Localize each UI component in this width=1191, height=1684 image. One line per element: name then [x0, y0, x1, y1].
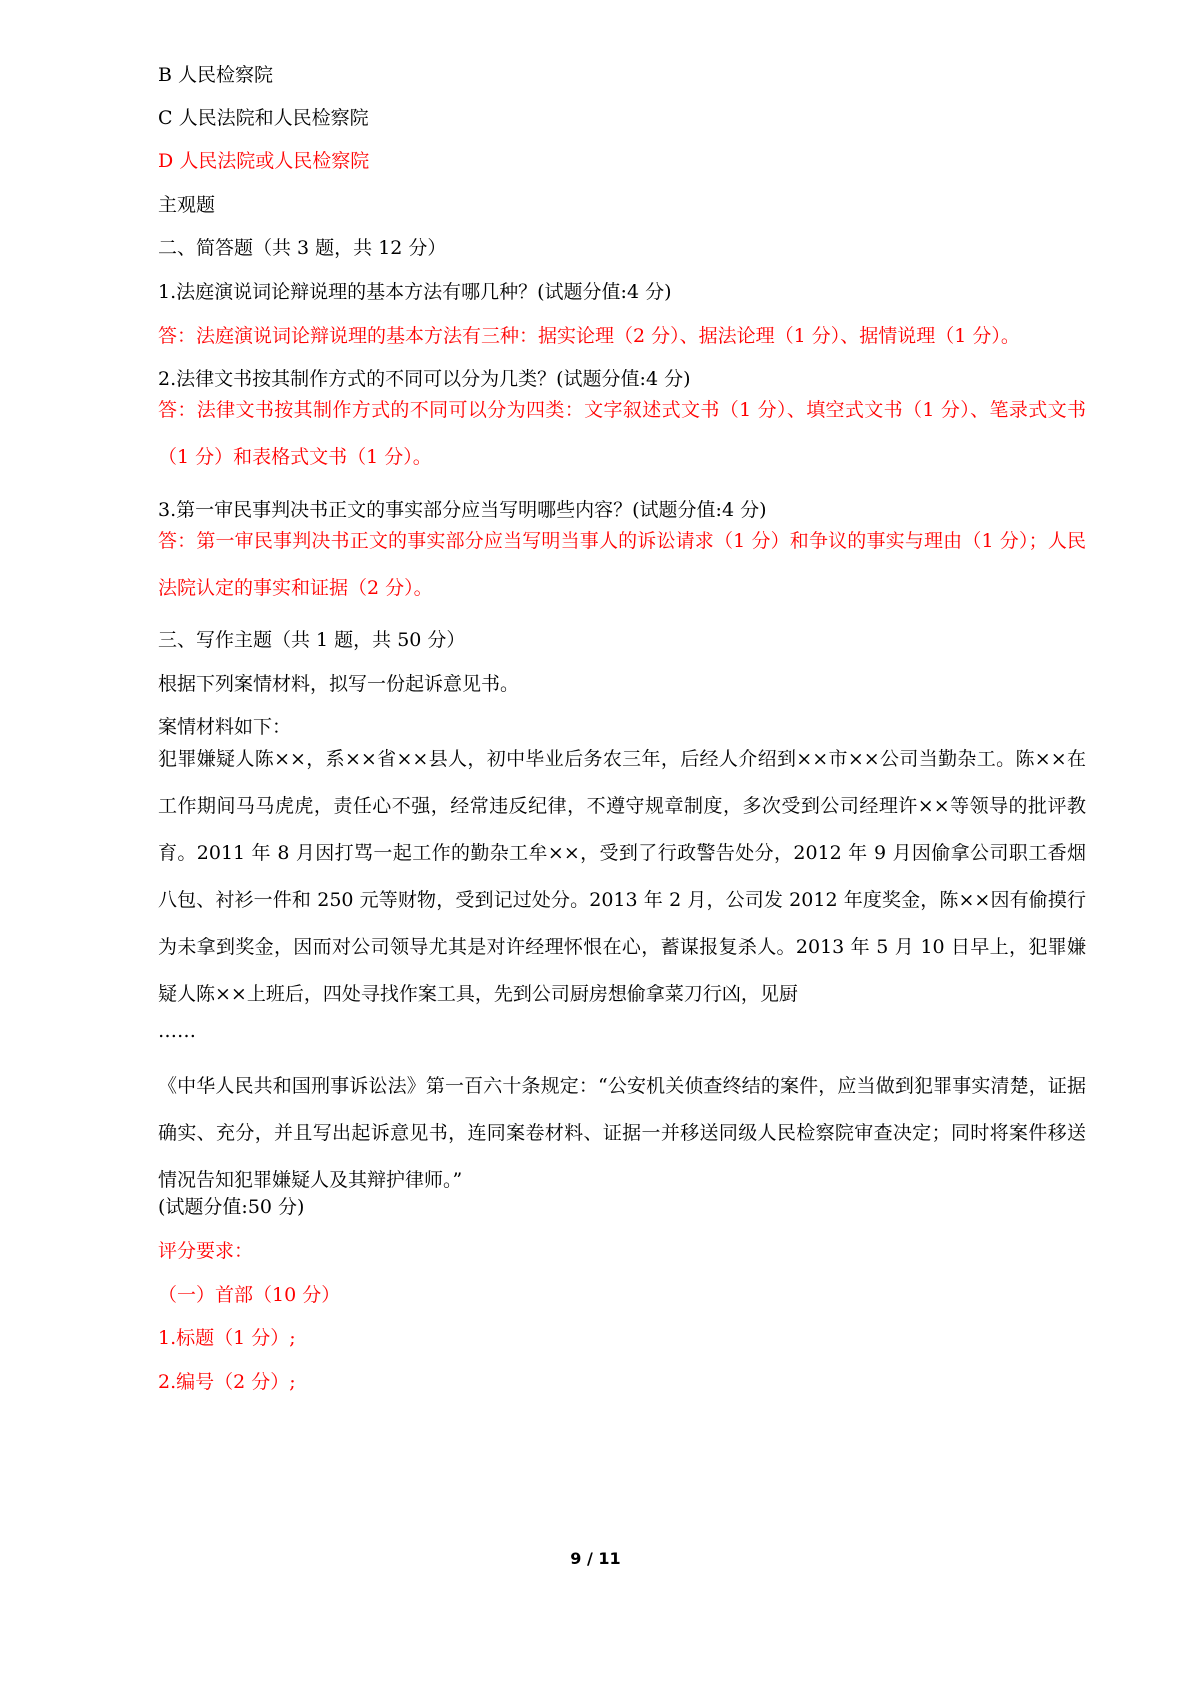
grading-title: 评分要求： [158, 1240, 254, 1262]
option-c: C 人民法院和人民检察院 [158, 107, 369, 129]
grading-part-1: （一）首部（10 分） [158, 1284, 341, 1306]
law-quote: 《中华人民共和国刑事诉讼法》第一百六十条规定：“公安机关侦查终结的案件，应当做到犯罪事实清楚，证据确实、充分，并且写出起诉意见书，连同案卷材料、证据一并移送同级人民检察院审查决定；同时将案件移送情况告知犯罪嫌疑人及其辩护律师。” [158, 1075, 1086, 1191]
page-number: 9 / 11 [570, 1549, 621, 1568]
case-heading: 案情材料如下： [158, 716, 292, 738]
grading-item-1: 1.标题（1 分）; [158, 1327, 296, 1349]
question-2: 2.法律文书按其制作方式的不同可以分为几类？(试题分值:4 分) [158, 368, 691, 390]
answer-2: 答：法律文书按其制作方式的不同可以分为四类：文字叙述式文书（1 分）、填空式文书（1 分）、笔录式文书（1 分）和表格式文书（1 分）。 [158, 399, 1086, 468]
ellipsis: …… [158, 1020, 196, 1042]
question-1: 1.法庭演说词论辩说理的基本方法有哪几种？(试题分值:4 分) [158, 281, 672, 303]
answer-1: 答：法庭演说词论辩说理的基本方法有三种：据实论理（2 分）、据法论理（1 分）、据情说理（1 分）。 [158, 325, 1020, 347]
grading-item-2: 2.编号（2 分）; [158, 1371, 296, 1393]
section-subjective: 主观题 [158, 194, 216, 216]
question-3: 3.第一审民事判决书正文的事实部分应当写明哪些内容？(试题分值:4 分) [158, 499, 767, 521]
case-text: 犯罪嫌疑人陈××，系××省××县人，初中毕业后务农三年，后经人介绍到××市××公司当勤杂工。陈××在工作期间马马虎虎，责任心不强，经常违反纪律，不遵守规章制度，多次受到公司经理许××等领导的批评教育。2011 年 8 月因打骂一起工作的勤杂工牟××，受到了行政警告处分，2012 年 9 月因偷拿公司职工香烟八包、衬衫一件和 250 元等财物，受到记过处分。2013 年 2 月，公司发 2012 年度奖金，陈××因有偷摸行为未拿到奖金，因而对公司领导尤其是对许经理怀恨在心，蓄谋报复杀人。2013 年 5 月 10 日早上，犯罪嫌疑人陈××上班后，四处寻找作案工具，先到公司厨房想偷拿菜刀行凶，见厨 [158, 748, 1086, 1005]
section-two-title: 二、简答题（共 3 题，共 12 分） [158, 237, 447, 259]
option-b: B 人民检察院 [158, 64, 274, 86]
writing-task: 根据下列案情材料，拟写一份起诉意见书。 [158, 673, 520, 695]
answer-3: 答：第一审民事判决书正文的事实部分应当写明当事人的诉讼请求（1 分）和争议的事实与理由（1 分）；人民法院认定的事实和证据（2 分）。 [158, 530, 1086, 599]
score-note: (试题分值:50 分) [158, 1196, 305, 1218]
section-three-title: 三、写作主题（共 1 题，共 50 分） [158, 629, 466, 651]
option-d-answer: D 人民法院或人民检察院 [158, 150, 370, 172]
